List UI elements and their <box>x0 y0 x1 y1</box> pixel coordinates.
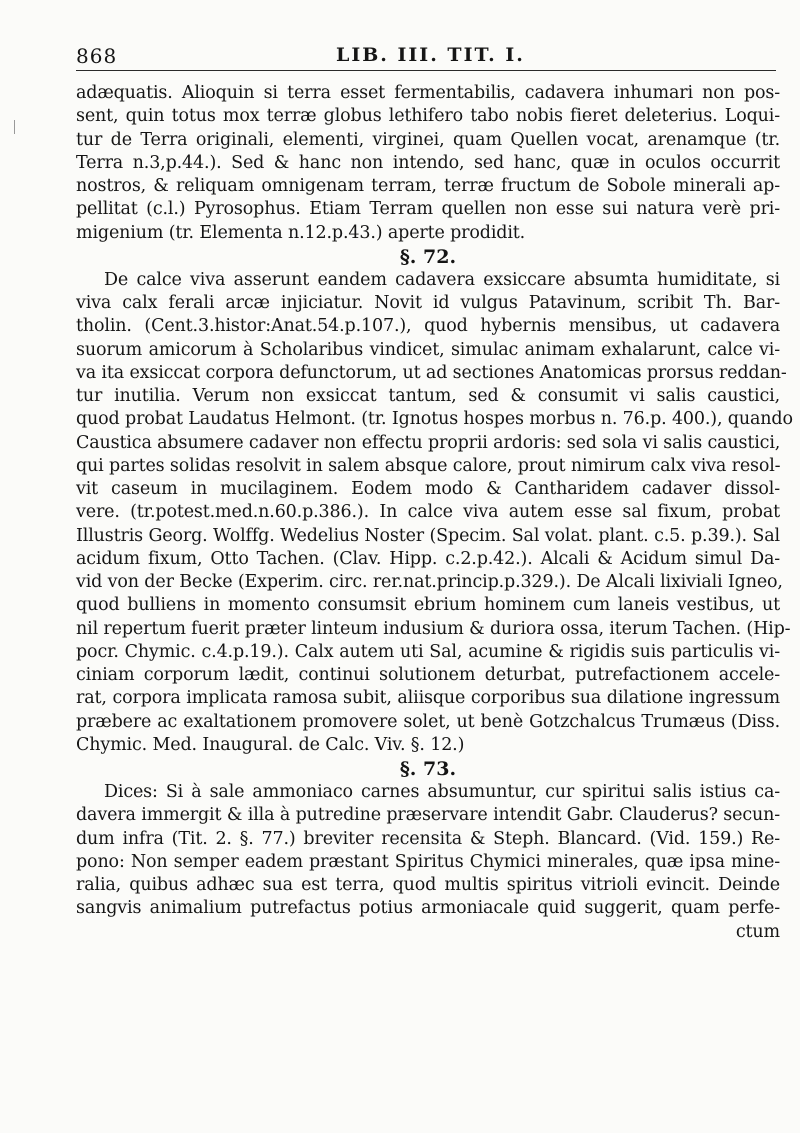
margin-mark <box>14 120 21 134</box>
text-line: nostros, & reliquam omnigenam terram, terræ fructum de Sobole minerali ap- <box>76 176 780 196</box>
page-header <box>76 40 776 71</box>
text-line: Dices: Si à sale ammoniaco carnes absumuntur, cur spiritui salis istius ca- <box>104 782 780 802</box>
text-line: quod bulliens in momento consumsit ebrium hominem cum laneis vestibus, ut <box>76 595 780 616</box>
text-line: præbere ac exaltationem promovere solet, ut benè Gotzchalcus Trumæus (Diss. <box>76 711 780 732</box>
text-line: Chymic. Med. Inaugural. de Calc. Viv. §. 12.) <box>76 734 465 755</box>
text-line: quod probat Laudatus Helmont. (tr. Ignotus hospes morbus n. 76.p. 400.), quando <box>76 409 793 430</box>
text-line: adæquatis. Alioquin si terra esset fermentabilis, cadavera inhumari non pos- <box>76 83 780 103</box>
text-line: ciniam corporum lædit, continui solutionem deturbat, putrefactionem accele- <box>76 665 780 685</box>
text-line: vere. (tr.potest.med.n.60.p.386.). In calce viva autem esse sal fixum, probat <box>76 502 780 523</box>
text-line: vid von der Becke (Experim. circ. rer.nat.princip.p.329.). De Alcali lixiviali Igneo, <box>76 572 783 592</box>
text-line: Caustica absumere cadaver non effectu proprii ardoris: sed sola vi salis caustici, <box>76 432 781 453</box>
text-line: tur de Terra originali, elementi, virginei, quam Quellen vocat, arenamque (tr. <box>76 129 780 150</box>
section-heading: §. 72. <box>399 245 457 268</box>
text-line: vit caseum in mucilaginem. Eodem modo & Cantharidem cadaver dissol- <box>76 479 780 499</box>
text-line: qui partes solidas resolvit in salem absque calore, prout nimirum calx viva resol- <box>76 455 781 476</box>
text-line: tholin. (Cent.3.histor:Anat.54.p.107.), quod hybernis mensibus, ut cadavera <box>76 316 780 337</box>
section-heading: §. 73. <box>399 758 457 780</box>
text-line: acidum fixum, Otto Tachen. (Clav. Hipp. c.2.p.42.). Alcali & Acidum simul Da- <box>76 548 780 569</box>
text-line: tur inutilia. Verum non exsiccat tantum, sed & consumit vi salis caustici, <box>76 386 780 406</box>
text-line: De calce viva asserunt eandem cadavera exsiccare absumta humiditate, si <box>104 269 780 290</box>
text-line: migenium (tr. Elementa n.12.p.43.) aperte prodidit. <box>76 222 526 243</box>
body-text <box>76 82 793 944</box>
text-line: nil repertum fuerit præter linteum indusium & duriora ossa, iterum Tachen. (Hip- <box>76 618 791 639</box>
text-line: sangvis animalium putrefactus potius armoniacale quid suggerit, quam perfe- <box>76 898 780 919</box>
page-number: 868 <box>76 44 118 68</box>
text-line: sent, quin totus mox terræ globus lethifero tabo nobis fieret deleterius. Loqui- <box>76 106 780 127</box>
text-line: dum infra (Tit. 2. §. 77.) breviter recensita & Steph. Blancard. (Vid. 159.) Re- <box>76 828 780 849</box>
text-line: va ita exsiccat corpora defunctorum, ut ad sectiones Anatomicas prorsus reddan- <box>76 362 787 383</box>
text-line: viva calx ferali arcæ injiciatur. Novit id vulgus Patavinum, scribit Th. Bar- <box>76 293 780 313</box>
text-line: davera immergit & illa à putredine præservare intendit Gabr. Clauderus? secun- <box>76 805 780 826</box>
text-line: pocr. Chymic. c.4.p.19.). Calx autem uti Sal, acumine & rigidis suis particulis vi- <box>76 641 780 662</box>
text-line: rat, corpora implicata ramosa subit, aliisque corporibus sua dilatione ingressum <box>76 688 780 709</box>
text-line: ralia, quibus adhæc sua est terra, quod multis spiritus vitrioli evincit. Deinde <box>76 875 780 895</box>
text-line: Terra n.3,p.44.). Sed & hanc non intendo, sed hanc, quæ in oculos occurrit <box>76 152 780 173</box>
text-line: suorum amicorum à Scholaribus vindicet, simulac animam exhalarunt, calce vi- <box>76 339 780 360</box>
text-line: Illustris Georg. Wolffg. Wedelius Noster (Specim. Sal volat. plant. c.5. p.39.). Sal <box>76 525 780 546</box>
catchword: ctum <box>735 921 780 942</box>
text-line: pellitat (c.l.) Pyrosophus. Etiam Terram quellen non esse sui natura verè pri- <box>76 199 780 220</box>
text-line: pono: Non semper eadem præstant Spiritus Chymici minerales, quæ ipsa mine- <box>76 851 780 872</box>
running-head: LIB. III. TIT. I. <box>336 44 525 66</box>
